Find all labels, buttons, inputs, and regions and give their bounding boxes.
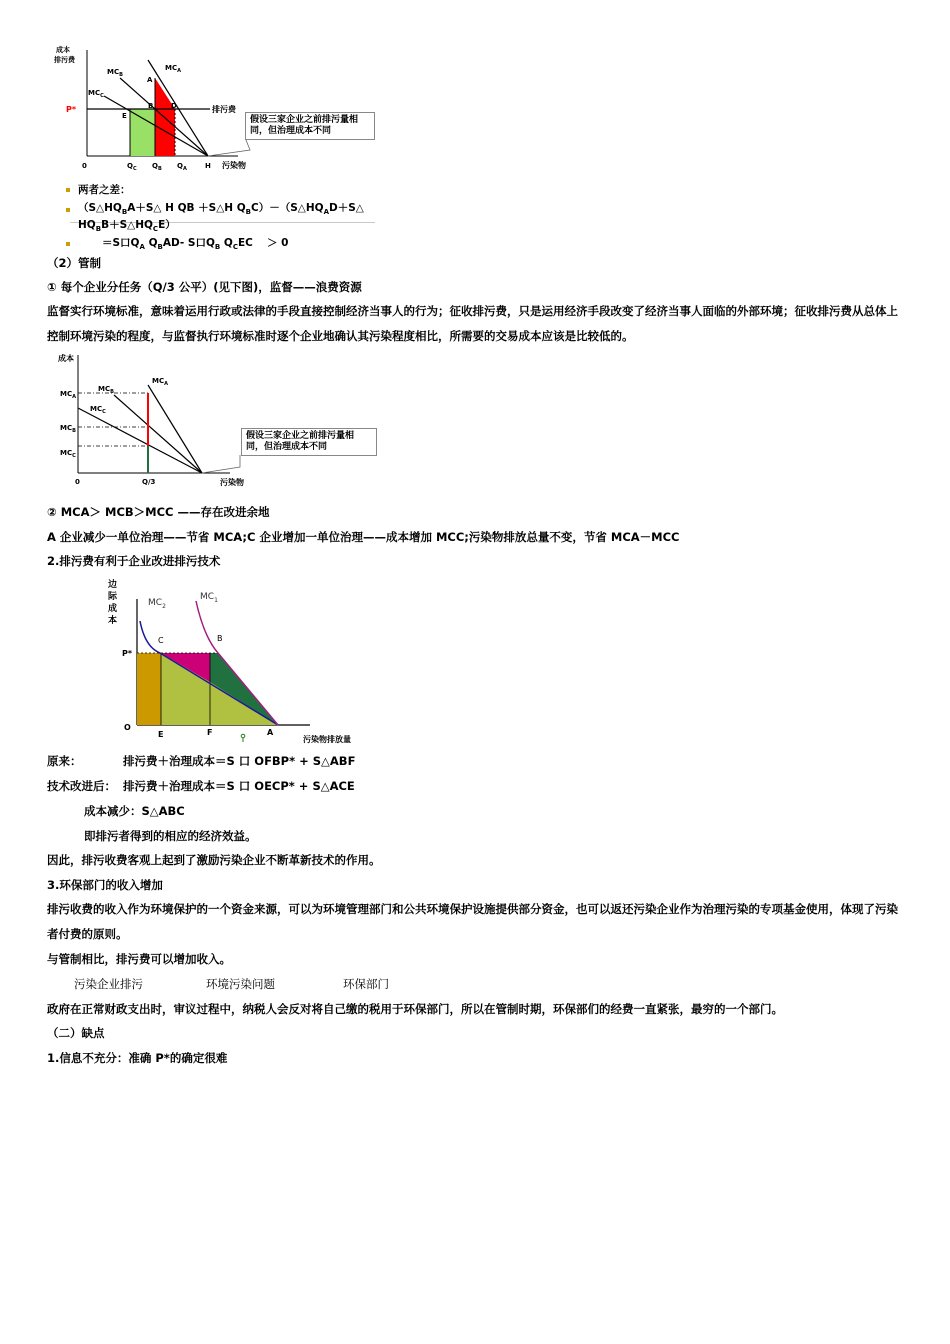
figure-regulation-chart — [50, 345, 390, 490]
chain-2: 环境污染问题 — [206, 977, 275, 991]
svg-text:际: 际 — [108, 592, 118, 602]
x-label-pollutant: 污染物 — [222, 161, 246, 170]
svg-text:污染物: 污染物 — [220, 478, 244, 487]
y-label-cost: 成本 — [56, 46, 70, 54]
svg-text:边: 边 — [108, 580, 118, 590]
bullet-formula-1: （$S\triangle HQ_BA+S\triangle$ H QB ＋S△H $Q_BC)-(S\triangle HQ_AD+S\triangle$ — [78, 202, 364, 217]
item-2: ② MCA＞ MCB＞MCC ——存在改进余地 — [47, 505, 270, 519]
svg-text:QB: $Q_B$ — [152, 162, 162, 172]
gov-paragraph: 政府在正常财政支出时，审议过程中，纳税人会反对将自己缴的税用于环保部门，所以在管制时期，环保部们的经费一直紧张，最穷的一个部门。 — [47, 1002, 783, 1016]
green-area — [130, 109, 155, 156]
compare: 与管制相比，排污费可以增加收入。 — [47, 952, 231, 966]
section-3: 3.环保部门的收入增加 — [47, 878, 163, 892]
svg-text:C: C — [158, 636, 164, 645]
therefore: 因此，排污收费客观上起到了激励污染企业不断革新技术的作用。 — [47, 853, 381, 867]
svg-text:MC1: $MC_1$ — [200, 592, 218, 604]
original-label: 原来： — [47, 754, 82, 768]
svg-text:MCB: $MC_B$ — [98, 385, 114, 395]
section-regulation: （2）管制 — [47, 256, 102, 270]
disadvantage-1: 1.信息不充分：准确 P*的确定很难 — [47, 1051, 228, 1065]
svg-text:E: E — [158, 730, 164, 739]
svg-text:MCA: $MC_A$ — [165, 64, 181, 74]
item-2b: A 企业减少一单位治理——节省 MCA;C 企业增加一单位治理——成本增加 MCC;污染物排放总量不变，节省 MCA－MCC — [47, 530, 680, 544]
svg-text:MCB: $MC_B$ — [107, 68, 123, 78]
section-2: 2.排污费有利于企业改进排污技术 — [47, 554, 221, 568]
svg-text:MCA: $MC_A$ — [60, 390, 76, 400]
fig2-callout: 假设三家企业之前排污量相 同，但治理成本不同 — [241, 428, 377, 456]
original-formula: 排污费＋治理成本＝S 口 OFBP* + S△ABF — [123, 754, 356, 768]
p-star: P* — [66, 105, 77, 114]
chain-3: 环保部门 — [343, 977, 389, 991]
bullet-difference: 两者之差： — [78, 184, 131, 196]
paragraph-1: 监督实行环境标准，意味着运用行政或法律的手段直接控制经济当事人的行为；征收排污费，只是运用经济手段改变了经济当事人面临的外部环境；征收排污费从总体上控制环境污染的程度，与监督执行环境标准时逐个企业地确认其污染程度相比，所需要的交易成本应该是比较低的。 — [47, 304, 898, 343]
bullet-formula-2: ＝S口$Q_A$ $Q_BAD-$ S口$Q_B$ $Q_CEC$ ＞ 0 — [102, 237, 289, 252]
svg-text:QC: $Q_C$ — [127, 162, 137, 172]
svg-text:污染物排放量: 污染物排放量 — [303, 735, 351, 744]
red-area — [155, 78, 175, 156]
fee-line-label: 排污费 — [212, 105, 236, 114]
svg-text:QA: $Q_A$ — [177, 162, 187, 172]
svg-text:B: B — [148, 102, 154, 110]
svg-text:P*: P* — [122, 649, 133, 658]
svg-text:Q/3: Q/3 — [142, 478, 156, 486]
paragraph-3: 排污收费的收入作为环境保护的一个资金来源，可以为环境管理部门和公共环境保护设施提供部分资金，也可以返还污染企业作为治理污染的专项基金使用，体现了污染者付费的原则。 — [47, 902, 898, 941]
fig1-callout: 假设三家企业之前排污量相 同，但治理成本不同 — [245, 112, 375, 140]
figure-tech-improvement-chart — [100, 575, 380, 747]
chain-1: 污染企业排污 — [74, 977, 143, 991]
after-label: 技术改进后： — [47, 779, 116, 793]
svg-text:本: 本 — [108, 616, 118, 626]
after-formula: 排污费＋治理成本＝S 口 OECP* + S△ACE — [123, 779, 355, 793]
svg-text:MCC: $MC_C$ — [60, 449, 76, 459]
section-disadvantages: （二）缺点 — [47, 1026, 105, 1040]
orange-rect — [137, 653, 161, 725]
svg-text:MC2: $MC_2$ — [148, 598, 166, 610]
bullet-formula-1b: $HQ_BB+S\triangle HQ_CE$） — [78, 219, 176, 234]
svg-text:0: 0 — [75, 478, 80, 486]
svg-text:B: B — [217, 634, 223, 643]
svg-text:MCB: $MC_B$ — [60, 424, 76, 434]
svg-text:E: E — [122, 112, 127, 120]
svg-text:F: F — [207, 728, 213, 737]
item-1: ① 每个企业分任务（Q/3 公平）(见下图)，监督——浪费资源 — [47, 280, 362, 294]
svg-text:O: O — [124, 723, 131, 732]
svg-text:0: 0 — [82, 162, 87, 170]
y-label-fee: 排污费 — [54, 56, 75, 64]
svg-text:A: A — [267, 728, 274, 737]
svg-text:H: H — [205, 162, 211, 170]
svg-text:A: A — [147, 76, 153, 84]
svg-text:MCC: $MC_C$ — [90, 405, 106, 415]
svg-text:成: 成 — [108, 604, 118, 614]
benefit: 即排污者得到的相应的经济效益。 — [84, 829, 257, 843]
svg-text:D: D — [171, 102, 177, 110]
svg-text:成本: 成本 — [58, 354, 74, 363]
figure-emission-fee-chart — [50, 40, 390, 180]
svg-text:MCA: $MC_A$ — [152, 377, 168, 387]
cost-reduce: 成本减少：S△ABC — [84, 804, 185, 818]
svg-text:MCC: $MC_C$ — [88, 89, 104, 99]
